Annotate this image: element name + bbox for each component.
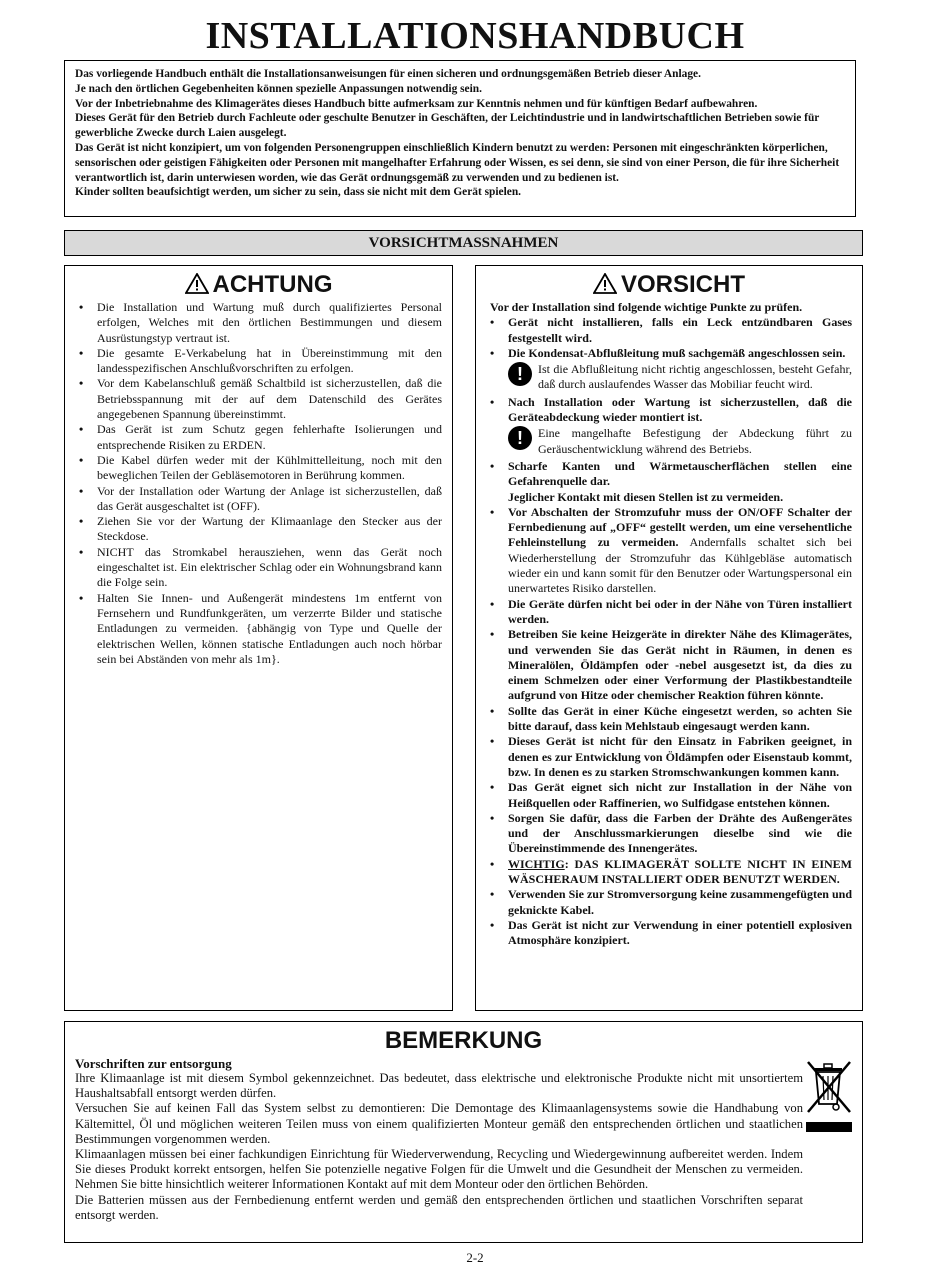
intro-line: Das Gerät ist nicht konzipiert, um von folgenden Personengruppen einschließlich Kindern benutzt zu werden: Personen mit eingeschränkten körperlichen, sensorischen oder geistigen Fähigkeiten oder Personen mit mangelhafter Erfahrung oder Wissen, es sei denn, sie sind von einer Person, die für ihre Sicherheit verantwortlich ist, darin unterwiesen worden, wie das Gerät ordnungsgemäß zu verwenden und zu bedienen ist. — [75, 141, 840, 184]
item-text: Die Kondensat-Abflußleitung muß sachgemäß angeschlossen sein. — [508, 345, 846, 360]
bemerkung-heading: BEMERKUNG — [384, 1027, 543, 1054]
list-item — [508, 346, 852, 393]
list-item: • Betreiben Sie keine Heizgeräte in direkter Nähe des Klimagerätes, und verwenden Sie das Gerät nicht in Räumen, in denen es Mineralölen, Öldämpfen oder -nebel ausgesetzt ist, da dies zu einem Schmelzen oder einer Verformung der Plastikbestandteile aufgrund von Hitze oder chemischer Reaktion führen könnte. — [508, 627, 852, 703]
bemerkung-subtitle: Vorschriften zur entsorgung — [75, 1056, 232, 1071]
intro-box — [64, 60, 856, 217]
vorsicht-heading — [476, 270, 862, 300]
section-heading-bar: VORSICHTMASSNAHMEN — [64, 230, 863, 256]
list-item: • Das Gerät eignet sich nicht zur Installation in der Nähe von Heißquellen oder Raffinerien, wo Sulfidgase entstehen können. — [508, 780, 852, 811]
list-item: • Die Kabel dürfen weder mit der Kühlmittelleitung, noch mit den beweglichen Teilen der Gebläsemotoren in Berührung kommen. — [97, 453, 442, 484]
paragraph: Versuchen Sie auf keinen Fall das System selbst zu demontieren: Die Demontage des Klimaanlagensystems sowie die Handhabung von Kältemittel, Öl und möglichen weiteren Teilen muss von einem qualifizierten Monteur gemäß den entsprechenden örtlichen und staatlichen Bestimmungen vorgenommen werden. — [75, 1101, 803, 1146]
achtung-list — [65, 300, 452, 667]
item-text: Andernfalls schaltet sich bei Wiederherstellung der Stromzufuhr das Kühlgebläse automatisch wieder ein und kann somit für den Benutzer oder Wartungspersonal ein unerwartetes Risiko darstellen. — [508, 535, 852, 596]
page-number: 2-2 — [466, 1250, 484, 1265]
achtung-box — [64, 265, 453, 1011]
warning-triangle-icon — [593, 272, 617, 302]
list-item: • Vor der Installation oder Wartung der Anlage ist sicherzustellen, daß das Gerät ausgeschaltet ist (OFF). — [97, 484, 442, 515]
list-item — [508, 395, 852, 457]
item-text: Jeglicher Kontakt mit diesen Stellen ist zu vermeiden. — [508, 489, 784, 504]
note-text: Ist die Abflußleitung nicht richtig angeschlossen, besteht Gefahr, daß durch auslaufendes Wasser das Mobiliar feucht wird. — [538, 362, 852, 392]
list-item — [508, 857, 852, 888]
exclamation-circle-icon: ! — [508, 426, 532, 450]
paragraph: Klimaanlagen müssen bei einer fachkundigen Einrichtung für Wiederverwendung, Recycling und Wiedergewinnung aufbereitet werden. Indem Sie dieses Produkt korrekt entsorgen, helfen Sie potenzielle negative Folgen für die Umwelt und die Gesundheit der Menschen zu vermeiden. Nehmen Sie bitte hinsichtlich weiterer Informationen Kontakt auf mit dem Monteur oder den örtlichen Behörden. — [75, 1147, 803, 1192]
intro-line: Das vorliegende Handbuch enthält die Installationsanweisungen für einen sicheren und ordnungsgemäßen Betrieb dieser Anlage. — [75, 68, 701, 80]
list-item: • Die gesamte E-Verkabelung hat in Übereinstimmung mit den landesspezifischen Anschlußvorschriften zu erfolgen. — [97, 346, 442, 377]
list-item: • NICHT das Stromkabel herausziehen, wenn das Gerät noch eingeschaltet ist. Ein elektrischer Schlag oder ein Wohnungsbrand kann die Folge sein. — [97, 545, 442, 591]
warning-triangle-icon — [185, 272, 209, 302]
list-item: • Gerät nicht installieren, falls ein Leck entzündbaren Gases festgestellt wird. — [508, 315, 852, 346]
vorsicht-lead: Vor der Installation sind folgende wichtige Punkte zu prüfen. — [490, 300, 803, 314]
list-item: • Sollte das Gerät in einer Küche eingesetzt werden, so achten Sie bitte darauf, dass kein Mehlstaub eingesaugt werden kann. — [508, 704, 852, 735]
intro-line: Dieses Gerät für den Betrieb durch Fachleute oder geschulte Benutzer in Geschäften, der Leichtindustrie und in landwirtschaftlichen Betrieben sowie für gewerbliche Zwecke durch Laien ausgelegt. — [75, 112, 820, 140]
item-text: WICHTIG — [508, 856, 565, 871]
list-item: • Ziehen Sie vor der Wartung der Klimaanlage den Stecker aus der Steckdose. — [97, 514, 442, 545]
note-row — [508, 362, 852, 393]
achtung-title: ACHTUNG — [212, 271, 333, 298]
list-item: • Verwenden Sie zur Stromversorgung keine zusammengefügten und geknickte Kabel. — [508, 887, 852, 918]
list-item: • Die Geräte dürfen nicht bei oder in der Nähe von Türen installiert werden. — [508, 597, 852, 628]
list-item — [508, 459, 852, 505]
bemerkung-box — [64, 1021, 863, 1243]
list-item: • Die Installation und Wartung muß durch qualifiziertes Personal erfolgen, Welches mit den örtlichen Bestimmungen und diesem Ausrüstungstyp vertraut ist. — [97, 300, 442, 346]
list-item — [508, 505, 852, 597]
intro-line: Je nach den örtlichen Gegebenheiten können spezielle Anpassungen notwendig sein. — [75, 82, 482, 95]
note-text: Eine mangelhafte Befestigung der Abdeckung führt zu Geräuschentwicklung während des Betriebs. — [538, 426, 852, 456]
intro-line: Vor der Inbetriebnahme des Klimagerätes dieses Handbuch bitte aufmerksam zur Kenntnis nehmen und für künftigen Bedarf aufbewahren. — [75, 97, 758, 110]
bemerkung-body — [75, 1071, 803, 1223]
crossed-bin-icon — [804, 1058, 854, 1148]
item-text: Nach Installation oder Wartung ist sicherzustellen, daß die Geräteabdeckung wieder montiert ist. — [508, 394, 852, 425]
note-row — [508, 426, 852, 457]
item-text: Scharfe Kanten und Wärmetauscherflächen stellen eine Gefahrenquelle dar. — [508, 458, 852, 489]
paragraph: Ihre Klimaanlage ist mit diesem Symbol gekennzeichnet. Das bedeutet, dass elektrische und elektronische Produkte nicht mit unsortiertem Haushaltsabfall entsorgt werden dürfen. — [75, 1071, 803, 1101]
paragraph: Die Batterien müssen aus der Fernbedienung entfernt werden und gemäß den entsprechenden örtlichen und staatlichen Vorschriften separat entsorgt werden. — [75, 1192, 803, 1222]
page-title: INSTALLATIONSHANDBUCH — [205, 15, 745, 57]
list-item: • Dieses Gerät ist nicht für den Einsatz in Fabriken geeignet, in denen es zur Entwicklung von Öldämpfen oder Eisenstaub kommt, bzw. In denen es zu starken Stromschwankungen kommen kann. — [508, 734, 852, 780]
intro-line: Kinder sollten beaufsichtigt werden, um sicher zu sein, dass sie nicht mit dem Gerät spielen. — [75, 186, 522, 199]
list-item: • Das Gerät ist zum Schutz gegen fehlerhafte Isolierungen und entsprechende Risiken zu ERDEN. — [97, 422, 442, 453]
item-text: : DAS KLIMAGERÄT SOLLTE NICHT IN EINEM WÄSCHERAUM INSTALLIERT ODER BENUTZT WERDEN. — [508, 856, 852, 886]
achtung-heading — [65, 270, 452, 300]
list-item: • Vor dem Kabelanschluß gemäß Schaltbild ist sicherzustellen, daß die Betriebsspannung mit der auf dem Datenschild des Gerätes angegebenen Spannung übereinstimmt. — [97, 376, 442, 422]
list-item: • Halten Sie Innen- und Außengerät mindestens 1m entfernt von Fernsehern und Rundfunkgeräten, um verzerrte Bilder und statische Entladungen zu vermeiden. {abhängig von Type und Quelle der elektrischen Wellen, können statische Entladungen auch noch hörbar sein bei Abständen von mehr als 1m}. — [97, 591, 442, 667]
vorsicht-list — [476, 315, 862, 948]
exclamation-circle-icon: ! — [508, 362, 532, 386]
vorsicht-box — [475, 265, 863, 1011]
list-item: • Sorgen Sie dafür, dass die Farben der Drähte des Außengerätes und der Anschlussmarkierungen dieselbe sind wie die Übereinstimmende des Innengerätes. — [508, 811, 852, 857]
list-item: • Das Gerät ist nicht zur Verwendung in einer potentiell explosiven Atmosphäre konzipiert. — [508, 918, 852, 949]
vorsicht-title: VORSICHT — [620, 271, 745, 298]
item-text: Vor Abschalten der Stromzufuhr muss der ON/OFF Schalter der Fernbedienung auf „OFF“ gestellt werden, um eine versehentliche Fehleinstellung zu vermeiden. — [508, 504, 852, 550]
